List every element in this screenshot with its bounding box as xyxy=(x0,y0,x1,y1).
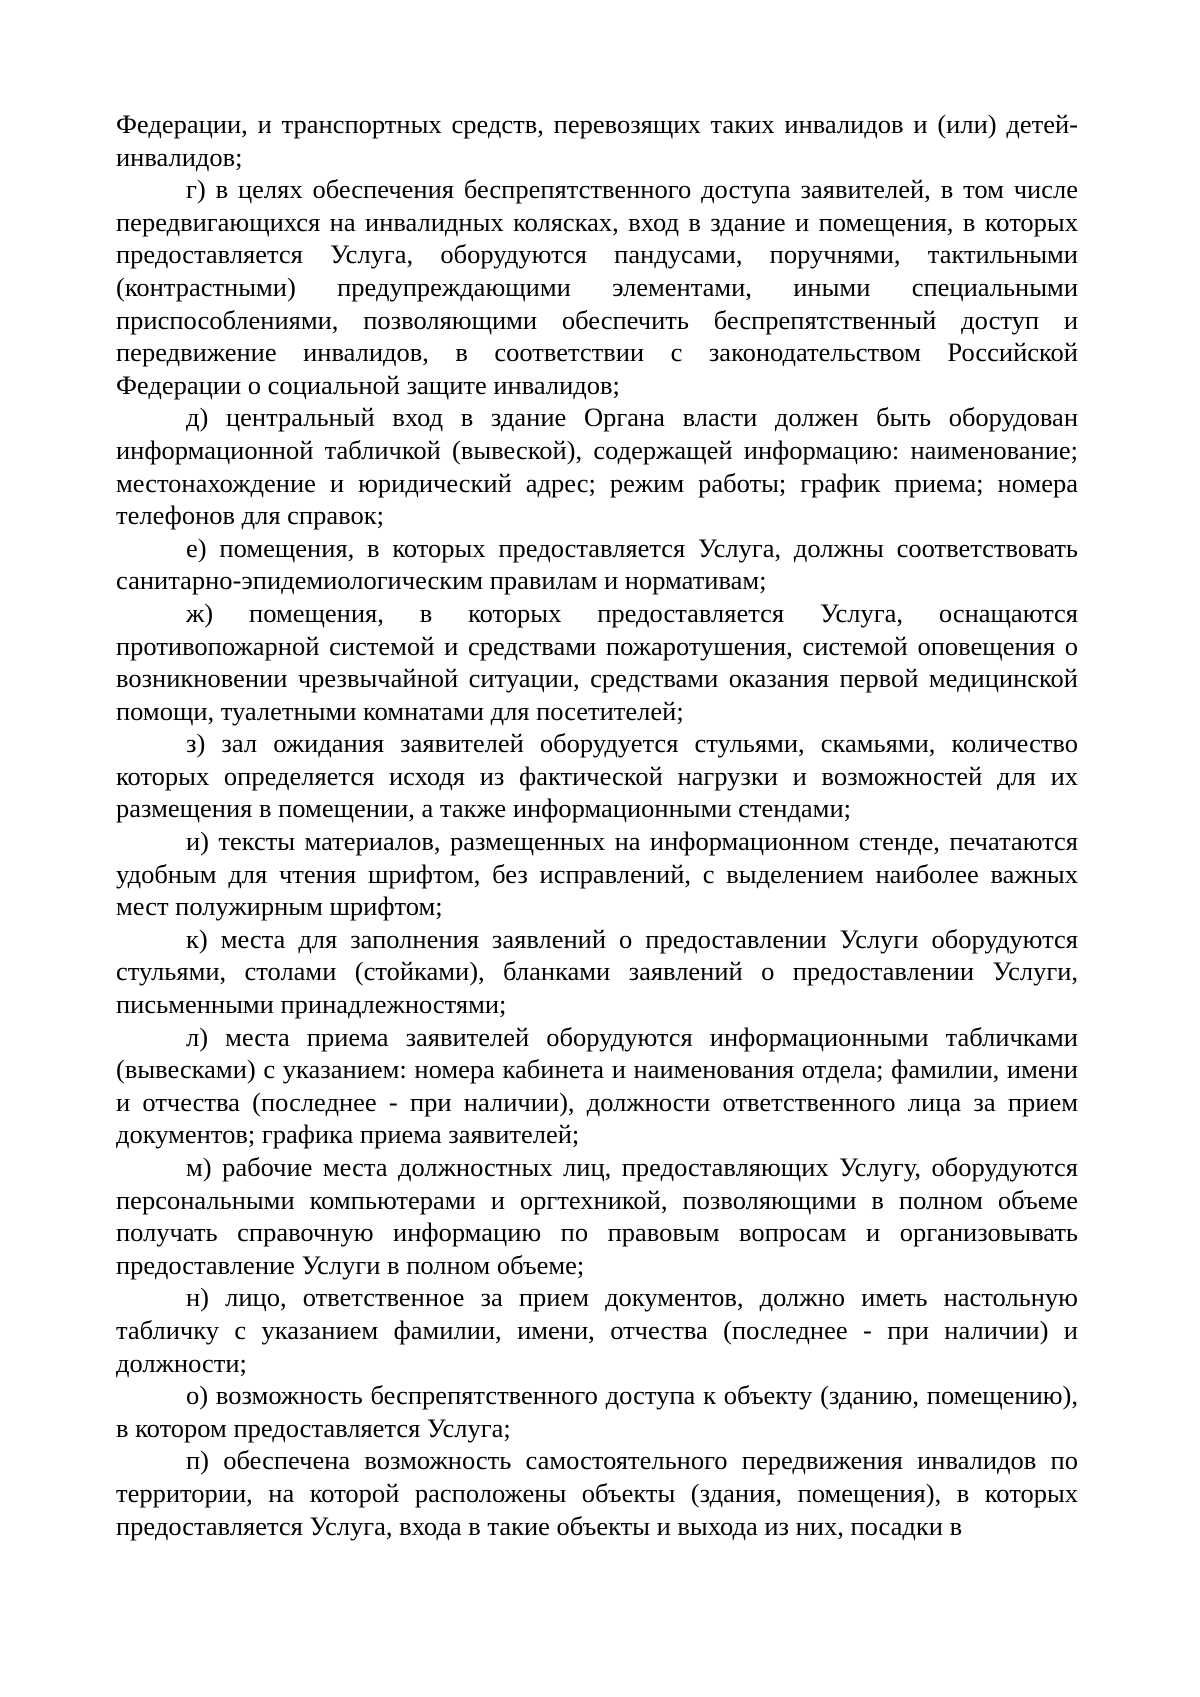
paragraph-item-p: п) обеспечена возможность самостоятельного передвижения инвалидов по территории, на которой расположены объекты (здания, помещения), в которых предоставляется Услуга, входа в такие объекты и выхода из них, посадки в xyxy=(116,1445,1078,1541)
paragraph-item-o: о) возможность беспрепятственного доступа к объекту (зданию, помещению), в котором предоставляется Услуга; xyxy=(116,1380,1078,1443)
paragraph-item-m: м) рабочие места должностных лиц, предоставляющих Услугу, оборудуются персональными компьютерами и оргтехникой, позволяющими в полном объеме получать справочную информацию по правовым вопросам и организовывать предоставление Услуги в полном объеме; xyxy=(116,1152,1078,1280)
paragraph-item-d: д) центральный вход в здание Органа власти должен быть оборудован информационной табличкой (вывеской), содержащей информацию: наименование; местонахождение и юридический адрес; режим работы; график приема; номера телефонов для справок; xyxy=(116,402,1078,531)
document-page xyxy=(116,108,1078,1542)
paragraph-continuation: Федерации, и транспортных средств, перевозящих таких инвалидов и (или) детей-инвалидов; xyxy=(116,109,1078,172)
paragraph-item-e: е) помещения, в которых предоставляется Услуга, должны соответствовать санитарно-эпидемиологическим правилам и нормативам; xyxy=(116,532,1078,596)
paragraph-item-l: л) места приема заявителей оборудуются информационными табличками (вывесками) с указанием: номера кабинета и наименования отдела; фамилии, имени и отчества (последнее - при наличии), должности ответственного лица за прием документов; графика приема заявителей; xyxy=(116,1021,1078,1150)
paragraph-item-z: з) зал ожидания заявителей оборудуется стульями, скамьями, количество которых определяется исходя из фактической нагрузки и возможностей для их размещения в помещении, а также информационными стендами; xyxy=(116,728,1078,824)
paragraph-item-n: н) лицо, ответственное за прием документов, должно иметь настольную табличку с указанием фамилии, имени, отчества (последнее - при наличии) и должности; xyxy=(116,1282,1078,1378)
paragraph-item-g: г) в целях обеспечения беспрепятственного доступа заявителей, в том числе передвигающихся на инвалидных колясках, вход в здание и помещения, в которых предоставляется Услуга, оборудуются пандусами, поручнями, тактильными (контрастными) предупреждающими элементами, иными специальными приспособлениями, позволяющими обеспечить беспрепятственный доступ и передвижение инвалидов, в соответствии с законодательством Российской Федерации о социальной защите инвалидов; xyxy=(116,174,1078,400)
paragraph-item-k: к) места для заполнения заявлений о предоставлении Услуги оборудуются стульями, столами (стойками), бланками заявлений о предоставлении Услуги, письменными принадлежностями; xyxy=(116,923,1078,1020)
paragraph-item-i: и) тексты материалов, размещенных на информационном стенде, печатаются удобным для чтения шрифтом, без исправлений, с выделением наиболее важных мест полужирным шрифтом; xyxy=(116,826,1078,922)
paragraph-item-zh: ж) помещения, в которых предоставляется Услуга, оснащаются противопожарной системой и средствами пожаротушения, системой оповещения о возникновении чрезвычайной ситуации, средствами оказания первой медицинской помощи, туалетными комнатами для посетителей; xyxy=(116,597,1078,726)
